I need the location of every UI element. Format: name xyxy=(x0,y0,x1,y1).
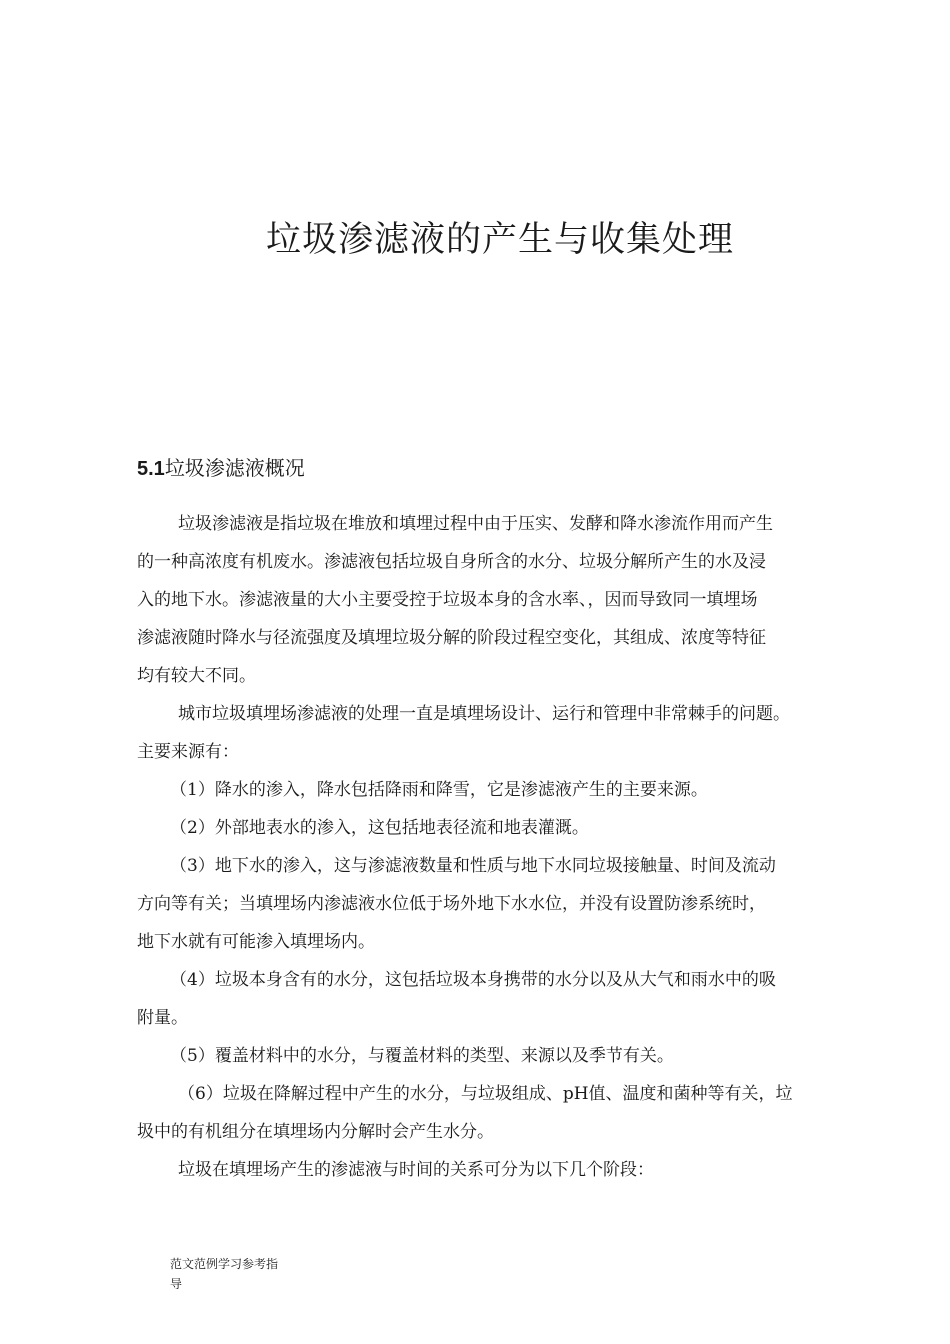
paragraph-line: 垃圾在填埋场产生的渗滤液与时间的关系可分为以下几个阶段： xyxy=(178,1160,654,1180)
footer-line: 导 xyxy=(170,1277,183,1291)
footer-line: 范文范例学习参考指 xyxy=(170,1257,279,1271)
list-item-line: 地下水就有可能渗入填埋场内。 xyxy=(137,932,375,952)
paragraph-line: 主要来源有： xyxy=(137,742,239,762)
list-item-line: （3）地下水的渗入，这与渗滤液数量和性质与地下水同垃圾接触量、时间及流动 xyxy=(170,856,776,876)
list-item-line: 附量。 xyxy=(137,1008,188,1028)
list-item-line: （1）降水的渗入，降水包括降雨和降雪，它是渗滤液产生的主要来源。 xyxy=(170,780,708,800)
list-item-line: 圾中的有机组分在填埋场内分解时会产生水分。 xyxy=(137,1122,494,1142)
document-title: 垃圾渗滤液的产生与收集处理 xyxy=(265,220,734,260)
list-item-line: （6）垃圾在降解过程中产生的水分，与垃圾组成、pH值、温度和菌种等有关，垃 xyxy=(178,1084,793,1104)
paragraph-line: 城市垃圾填埋场渗滤液的处理一直是填埋场设计、运行和管理中非常棘手的问题。 xyxy=(178,704,790,724)
page-footer xyxy=(170,1254,278,1294)
paragraph-line: 入的地下水。渗滤液量的大小主要受控于垃圾本身的含水率、，因而导致同一填埋场 xyxy=(137,590,758,610)
section-heading xyxy=(137,452,305,481)
list-item-line: （2）外部地表水的渗入，这包括地表径流和地表灌溉。 xyxy=(170,818,589,838)
paragraph-line: 的一种高浓度有机废水。渗滤液包括垃圾自身所含的水分、垃圾分解所产生的水及浸 xyxy=(137,552,766,572)
section-number: 5.1 xyxy=(137,458,165,480)
paragraph-line: 垃圾渗滤液是指垃圾在堆放和填埋过程中由于压实、发酵和降水渗流作用而产生 xyxy=(178,514,773,534)
paragraph-line: 渗滤液随时降水与径流强度及填埋垃圾分解的阶段过程空变化，其组成、浓度等特征 xyxy=(137,628,766,648)
section-title: 垃圾渗滤液概况 xyxy=(164,456,305,480)
list-item-line: （4）垃圾本身含有的水分，这包括垃圾本身携带的水分以及从大气和雨水中的吸 xyxy=(170,970,776,990)
list-item-line: 方向等有关；当填埋场内渗滤液水位低于场外地下水水位，并没有设置防渗系统时， xyxy=(137,894,766,914)
paragraph-line: 均有较大不同。 xyxy=(137,666,256,686)
list-item-line: （5）覆盖材料中的水分，与覆盖材料的类型、来源以及季节有关。 xyxy=(170,1046,674,1066)
